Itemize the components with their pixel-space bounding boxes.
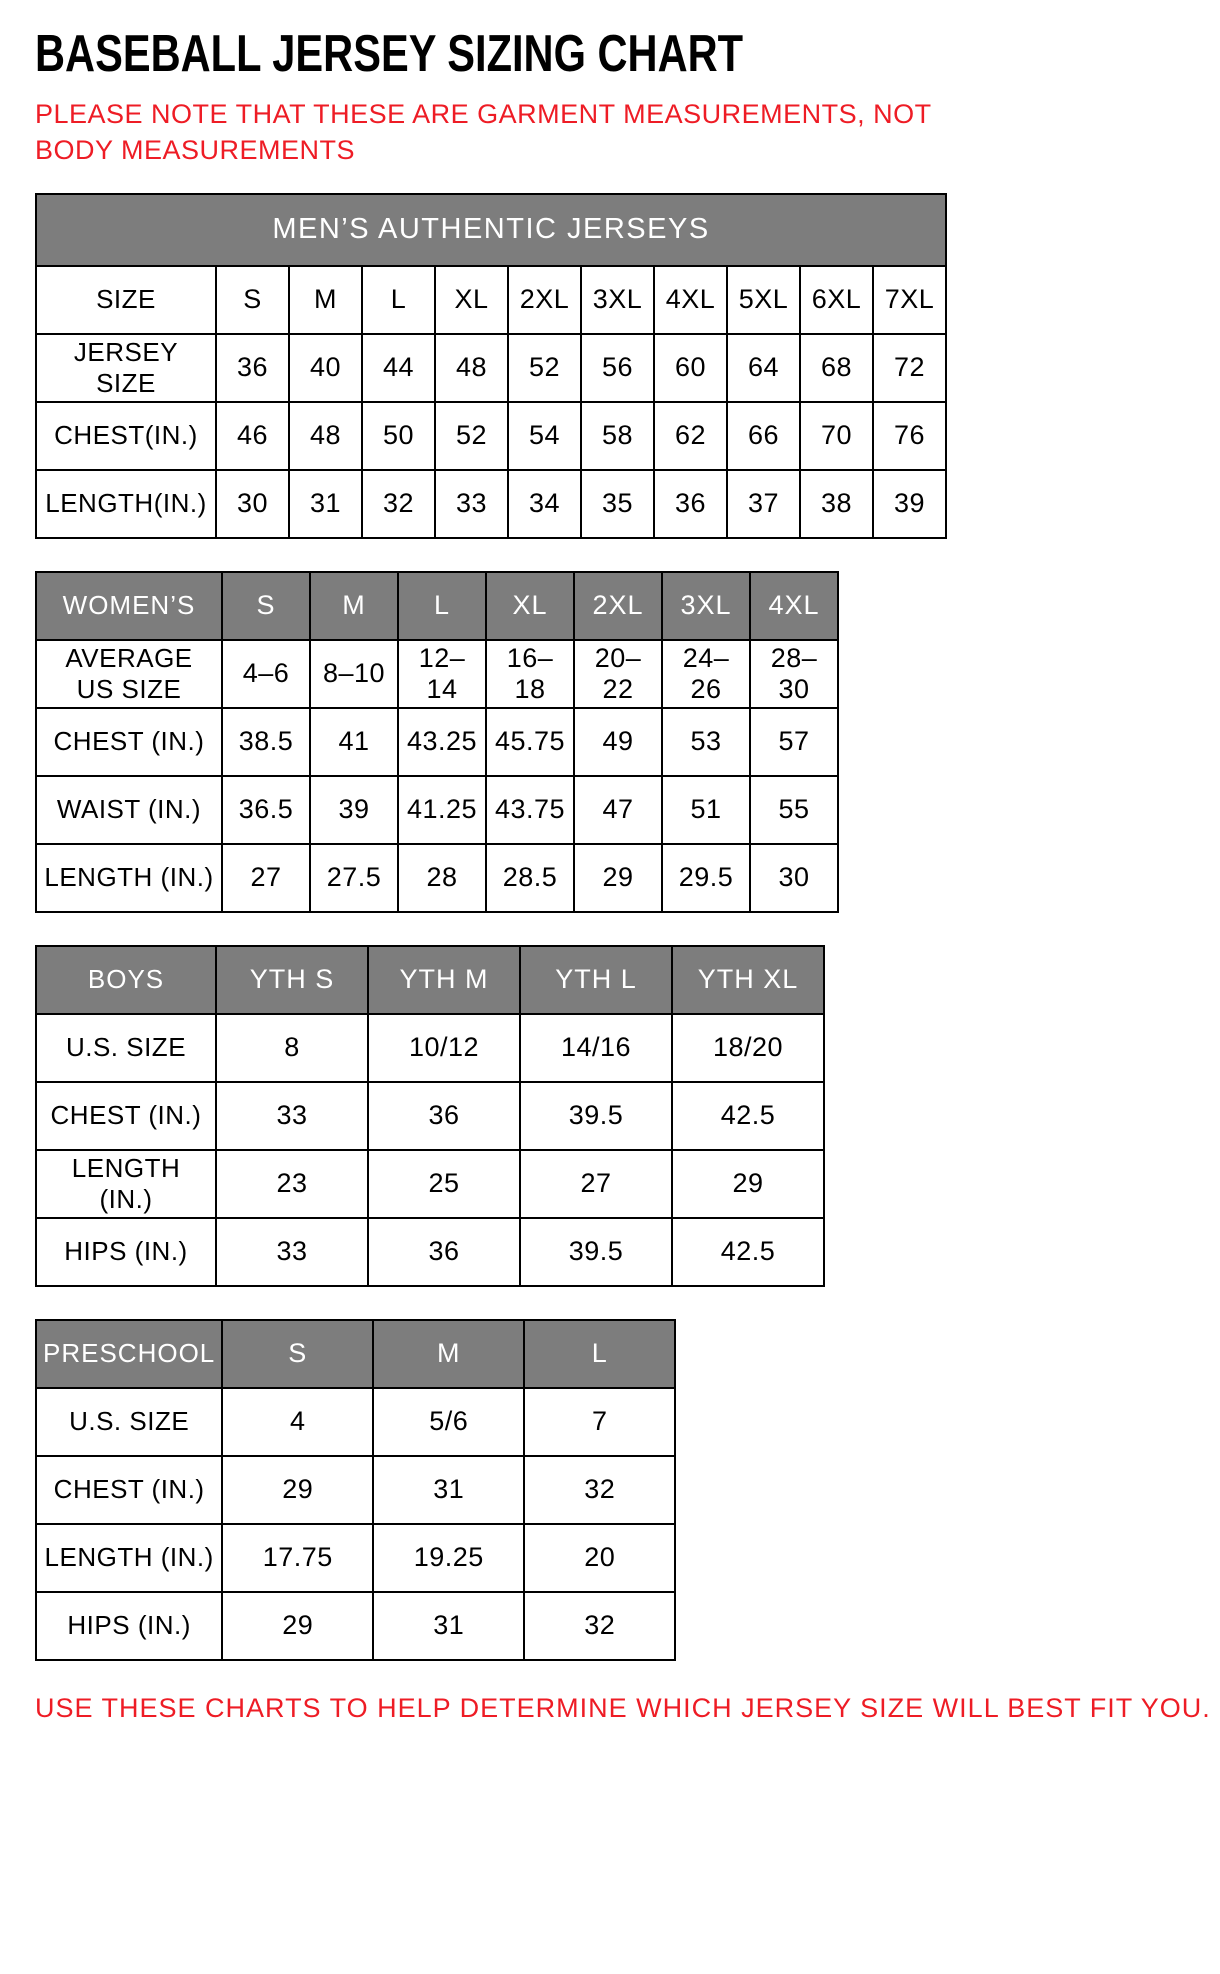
value-cell: 36 bbox=[368, 1218, 520, 1286]
preschool-table-wrap bbox=[35, 1319, 1185, 1661]
header-cell: YTH M bbox=[368, 946, 520, 1014]
womens-sizing-table bbox=[35, 571, 839, 913]
value-cell: 36 bbox=[368, 1082, 520, 1150]
tables-container bbox=[35, 193, 1185, 1661]
header-cell: XL bbox=[486, 572, 574, 640]
value-cell: 48 bbox=[289, 402, 362, 470]
value-cell: 39 bbox=[310, 776, 398, 844]
value-cell: 31 bbox=[373, 1592, 524, 1660]
value-cell: 72 bbox=[873, 334, 946, 402]
table-row bbox=[36, 1082, 824, 1150]
value-cell: 66 bbox=[727, 402, 800, 470]
value-cell: 33 bbox=[435, 470, 508, 538]
table-row bbox=[36, 776, 838, 844]
table-row bbox=[36, 946, 824, 1014]
value-cell: 28 bbox=[398, 844, 486, 912]
value-cell: 16–18 bbox=[486, 640, 574, 708]
row-label: AVERAGE US SIZE bbox=[36, 640, 222, 708]
boys-table-wrap bbox=[35, 945, 1185, 1287]
table-row bbox=[36, 1592, 675, 1660]
boys-sizing-table bbox=[35, 945, 825, 1287]
value-cell: 43.25 bbox=[398, 708, 486, 776]
value-cell: L bbox=[362, 266, 435, 334]
header-cell: YTH XL bbox=[672, 946, 824, 1014]
value-cell: 24–26 bbox=[662, 640, 750, 708]
header-cell: WOMEN’S bbox=[36, 572, 222, 640]
value-cell: 55 bbox=[750, 776, 838, 844]
value-cell: 41.25 bbox=[398, 776, 486, 844]
table-row bbox=[36, 1014, 824, 1082]
value-cell: 39 bbox=[873, 470, 946, 538]
value-cell: 18/20 bbox=[672, 1014, 824, 1082]
womens-table-wrap bbox=[35, 571, 1185, 913]
table-row bbox=[36, 1218, 824, 1286]
value-cell: 28–30 bbox=[750, 640, 838, 708]
value-cell: 31 bbox=[289, 470, 362, 538]
value-cell: 60 bbox=[654, 334, 727, 402]
header-cell: S bbox=[222, 572, 310, 640]
value-cell: 38.5 bbox=[222, 708, 310, 776]
header-cell: BOYS bbox=[36, 946, 216, 1014]
value-cell: 58 bbox=[581, 402, 654, 470]
value-cell: 32 bbox=[362, 470, 435, 538]
table-row bbox=[36, 1388, 675, 1456]
value-cell: 44 bbox=[362, 334, 435, 402]
value-cell: M bbox=[289, 266, 362, 334]
value-cell: 41 bbox=[310, 708, 398, 776]
page-title: BASEBALL JERSEY SIZING CHART bbox=[35, 25, 744, 83]
value-cell: 52 bbox=[508, 334, 581, 402]
value-cell: 54 bbox=[508, 402, 581, 470]
mens-sizing-table bbox=[35, 193, 947, 539]
value-cell: 56 bbox=[581, 334, 654, 402]
table-row bbox=[36, 470, 946, 538]
value-cell: 8–10 bbox=[310, 640, 398, 708]
value-cell: 36.5 bbox=[222, 776, 310, 844]
value-cell: 33 bbox=[216, 1082, 368, 1150]
value-cell: 57 bbox=[750, 708, 838, 776]
value-cell: 50 bbox=[362, 402, 435, 470]
table-row bbox=[36, 640, 838, 708]
row-label: CHEST (IN.) bbox=[36, 1456, 222, 1524]
value-cell: 62 bbox=[654, 402, 727, 470]
value-cell: 4–6 bbox=[222, 640, 310, 708]
header-cell: S bbox=[222, 1320, 373, 1388]
header-cell: YTH S bbox=[216, 946, 368, 1014]
value-cell: 42.5 bbox=[672, 1082, 824, 1150]
table-row bbox=[36, 572, 838, 640]
table-row bbox=[36, 334, 946, 402]
value-cell: 36 bbox=[216, 334, 289, 402]
value-cell: 40 bbox=[289, 334, 362, 402]
value-cell: 23 bbox=[216, 1150, 368, 1218]
table-row bbox=[36, 708, 838, 776]
value-cell: 27 bbox=[520, 1150, 672, 1218]
value-cell: 33 bbox=[216, 1218, 368, 1286]
value-cell: 52 bbox=[435, 402, 508, 470]
value-cell: 30 bbox=[750, 844, 838, 912]
value-cell: 20 bbox=[524, 1524, 675, 1592]
value-cell: 12–14 bbox=[398, 640, 486, 708]
value-cell: 25 bbox=[368, 1150, 520, 1218]
header-cell: 4XL bbox=[750, 572, 838, 640]
table-row bbox=[36, 402, 946, 470]
value-cell: 36 bbox=[654, 470, 727, 538]
garment-measurements-note: PLEASE NOTE THAT THESE ARE GARMENT MEASUREMENTS, NOT BODY MEASUREMENTS bbox=[35, 99, 932, 166]
value-cell: 32 bbox=[524, 1592, 675, 1660]
value-cell: 48 bbox=[435, 334, 508, 402]
row-label: SIZE bbox=[36, 266, 216, 334]
mens-table-wrap bbox=[35, 193, 1185, 539]
header-cell: YTH L bbox=[520, 946, 672, 1014]
row-label: LENGTH (IN.) bbox=[36, 1150, 216, 1218]
row-label: JERSEY SIZE bbox=[36, 334, 216, 402]
value-cell: 70 bbox=[800, 402, 873, 470]
row-label: U.S. SIZE bbox=[36, 1388, 222, 1456]
value-cell: 29 bbox=[574, 844, 662, 912]
header-cell: PRESCHOOL bbox=[36, 1320, 222, 1388]
value-cell: 20–22 bbox=[574, 640, 662, 708]
header-cell: M bbox=[373, 1320, 524, 1388]
value-cell: 39.5 bbox=[520, 1218, 672, 1286]
value-cell: 30 bbox=[216, 470, 289, 538]
value-cell: 27 bbox=[222, 844, 310, 912]
value-cell: 37 bbox=[727, 470, 800, 538]
value-cell: 68 bbox=[800, 334, 873, 402]
table-row bbox=[36, 266, 946, 334]
row-label: HIPS (IN.) bbox=[36, 1218, 216, 1286]
value-cell: 32 bbox=[524, 1456, 675, 1524]
value-cell: 19.25 bbox=[373, 1524, 524, 1592]
value-cell: 6XL bbox=[800, 266, 873, 334]
value-cell: 39.5 bbox=[520, 1082, 672, 1150]
value-cell: 5XL bbox=[727, 266, 800, 334]
value-cell: 7 bbox=[524, 1388, 675, 1456]
table-row bbox=[36, 1150, 824, 1218]
value-cell: 29 bbox=[222, 1592, 373, 1660]
value-cell: 43.75 bbox=[486, 776, 574, 844]
value-cell: 29 bbox=[672, 1150, 824, 1218]
preschool-sizing-table bbox=[35, 1319, 676, 1661]
value-cell: 64 bbox=[727, 334, 800, 402]
value-cell: 4 bbox=[222, 1388, 373, 1456]
value-cell: 47 bbox=[574, 776, 662, 844]
row-label: LENGTH (IN.) bbox=[36, 844, 222, 912]
value-cell: 35 bbox=[581, 470, 654, 538]
mens-banner: MEN’S AUTHENTIC JERSEYS bbox=[36, 194, 946, 266]
row-label: WAIST (IN.) bbox=[36, 776, 222, 844]
value-cell: 34 bbox=[508, 470, 581, 538]
row-label: CHEST(IN.) bbox=[36, 402, 216, 470]
value-cell: 27.5 bbox=[310, 844, 398, 912]
value-cell: 53 bbox=[662, 708, 750, 776]
value-cell: 10/12 bbox=[368, 1014, 520, 1082]
value-cell: 14/16 bbox=[520, 1014, 672, 1082]
value-cell: 29.5 bbox=[662, 844, 750, 912]
value-cell: 8 bbox=[216, 1014, 368, 1082]
value-cell: 4XL bbox=[654, 266, 727, 334]
value-cell: 46 bbox=[216, 402, 289, 470]
table-row bbox=[36, 844, 838, 912]
value-cell: 29 bbox=[222, 1456, 373, 1524]
row-label: CHEST (IN.) bbox=[36, 1082, 216, 1150]
table-row bbox=[36, 1320, 675, 1388]
header-cell: M bbox=[310, 572, 398, 640]
row-label: LENGTH (IN.) bbox=[36, 1524, 222, 1592]
value-cell: 7XL bbox=[873, 266, 946, 334]
header-cell: 3XL bbox=[662, 572, 750, 640]
row-label: U.S. SIZE bbox=[36, 1014, 216, 1082]
table-row bbox=[36, 1524, 675, 1592]
row-label: CHEST (IN.) bbox=[36, 708, 222, 776]
row-label: HIPS (IN.) bbox=[36, 1592, 222, 1660]
header-cell: 2XL bbox=[574, 572, 662, 640]
value-cell: XL bbox=[435, 266, 508, 334]
value-cell: S bbox=[216, 266, 289, 334]
value-cell: 2XL bbox=[508, 266, 581, 334]
value-cell: 76 bbox=[873, 402, 946, 470]
value-cell: 31 bbox=[373, 1456, 524, 1524]
footer-note: USE THESE CHARTS TO HELP DETERMINE WHICH JERSEY SIZE WILL BEST FIT YOU. bbox=[35, 1692, 1211, 1723]
value-cell: 3XL bbox=[581, 266, 654, 334]
value-cell: 17.75 bbox=[222, 1524, 373, 1592]
header-cell: L bbox=[524, 1320, 675, 1388]
value-cell: 38 bbox=[800, 470, 873, 538]
value-cell: 51 bbox=[662, 776, 750, 844]
value-cell: 42.5 bbox=[672, 1218, 824, 1286]
value-cell: 5/6 bbox=[373, 1388, 524, 1456]
value-cell: 49 bbox=[574, 708, 662, 776]
header-cell: L bbox=[398, 572, 486, 640]
value-cell: 28.5 bbox=[486, 844, 574, 912]
row-label: LENGTH(IN.) bbox=[36, 470, 216, 538]
table-row bbox=[36, 1456, 675, 1524]
value-cell: 45.75 bbox=[486, 708, 574, 776]
